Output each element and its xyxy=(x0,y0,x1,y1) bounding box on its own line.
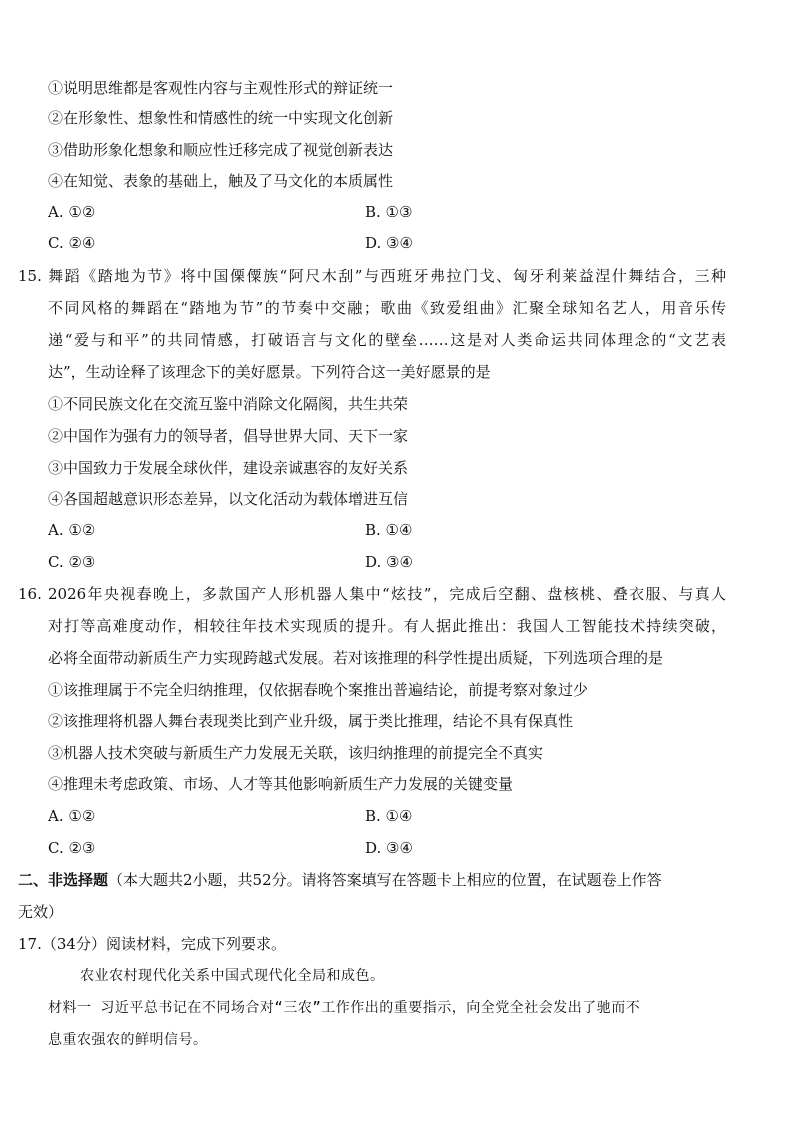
q17-intro: 农业农村现代化关系中国式现代化全局和成色。 xyxy=(80,968,385,984)
q15-stem-line-3: 递“爱与和平”的共同情感，打破语言与文化的壁垒……这是对人类命运共同体理念的“文艺表 xyxy=(48,331,726,349)
q16-item-2: ②该推理将机器人舞台表现类比到产业升级，属于类比推理，结论不具有保真性 xyxy=(48,712,574,730)
q16-item-1: ①该推理属于不完全归纳推理，仅依据春晚个案推出普遍结论，前提考察对象过少 xyxy=(48,681,589,699)
q14-option-b: B. ①③ xyxy=(365,203,413,221)
q15-stem-line-2: 不同风格的舞蹈在“踏地为节”的节奏中交融；歌曲《致爱组曲》汇聚全球知名艺人，用音乐传 xyxy=(48,299,726,317)
section-2-heading: 二、非选择题 xyxy=(18,871,109,889)
q17-material-1-line-1: 材料一 习近平总书记在不同场合对“三农”工作作出的重要指示，向全党全社会发出了驰而不 xyxy=(48,1000,641,1016)
q15-option-c: C. ②③ xyxy=(48,553,96,571)
q14-item-2: ②在形象性、想象性和情感性的统一中实现文化创新 xyxy=(48,109,394,127)
q17-material-1-line-2: 息重农强农的鲜明信号。 xyxy=(48,1032,208,1048)
q16-option-b: B. ①④ xyxy=(365,807,413,825)
q14-item-1: ①说明思维都是客观性内容与主观性形式的辩证统一 xyxy=(48,79,394,97)
section-2-instructions: （本大题共2小题，共52分。请将答案填写在答题卡上相应的位置，在试题卷上作答 xyxy=(108,871,662,889)
q17-stem: 17.（34分）阅读材料，完成下列要求。 xyxy=(18,935,286,953)
q16-stem-line-2: 对打等高难度动作，相较往年技术实现质的提升。有人据此推出：我国人工智能技术持续突破， xyxy=(48,617,726,635)
q15-item-4: ④各国超越意识形态差异，以文化活动为载体增进互信 xyxy=(48,490,409,508)
q15-option-b: B. ①④ xyxy=(365,521,413,539)
q14-option-c: C. ②④ xyxy=(48,234,96,252)
q14-item-3: ③借助形象化想象和顺应性迁移完成了视觉创新表达 xyxy=(48,141,394,159)
q15-item-1: ①不同民族文化在交流互鉴中消除文化隔阂，共生共荣 xyxy=(48,395,409,413)
q14-item-4: ④在知觉、表象的基础上，触及了马文化的本质属性 xyxy=(48,172,394,190)
q14-option-d: D. ③④ xyxy=(365,234,413,252)
q16-item-3: ③机器人技术突破与新质生产力发展无关联，该归纳推理的前提完全不真实 xyxy=(48,744,544,762)
q15-stem-line-4: 达”，生动诠释了该理念下的美好愿景。下列符合这一美好愿景的是 xyxy=(48,363,491,381)
section-2-heading-line xyxy=(18,870,662,890)
q15-option-d: D. ③④ xyxy=(365,553,413,571)
q15-option-a: A. ①② xyxy=(48,521,96,539)
q16-item-4: ④推理未考虑政策、市场、人才等其他影响新质生产力发展的关键变量 xyxy=(48,775,514,793)
q15-item-2: ②中国作为强有力的领导者，倡导世界大同、天下一家 xyxy=(48,427,409,445)
q15-stem-line-1: 15. 舞蹈《踏地为节》将中国傈僳族“阿尺木刮”与西班牙弗拉门戈、匈牙利莱益涅什舞结合，三种 xyxy=(18,267,726,285)
q16-option-c: C. ②③ xyxy=(48,839,96,857)
q16-option-d: D. ③④ xyxy=(365,839,413,857)
q15-item-3: ③中国致力于发展全球伙伴，建设亲诚惠容的友好关系 xyxy=(48,459,409,477)
section-2-instructions-end: 无效） xyxy=(18,903,64,921)
q16-stem-line-1: 16. 2026年央视春晚上，多款国产人形机器人集中“炫技”，完成后空翻、盘核桃、叠衣服、与真人 xyxy=(18,585,726,603)
q16-option-a: A. ①② xyxy=(48,807,96,825)
q14-option-a: A. ①② xyxy=(48,203,96,221)
q16-stem-line-3: 必将全面带动新质生产力实现跨越式发展。若对该推理的科学性提出质疑，下列选项合理的是 xyxy=(48,649,664,667)
